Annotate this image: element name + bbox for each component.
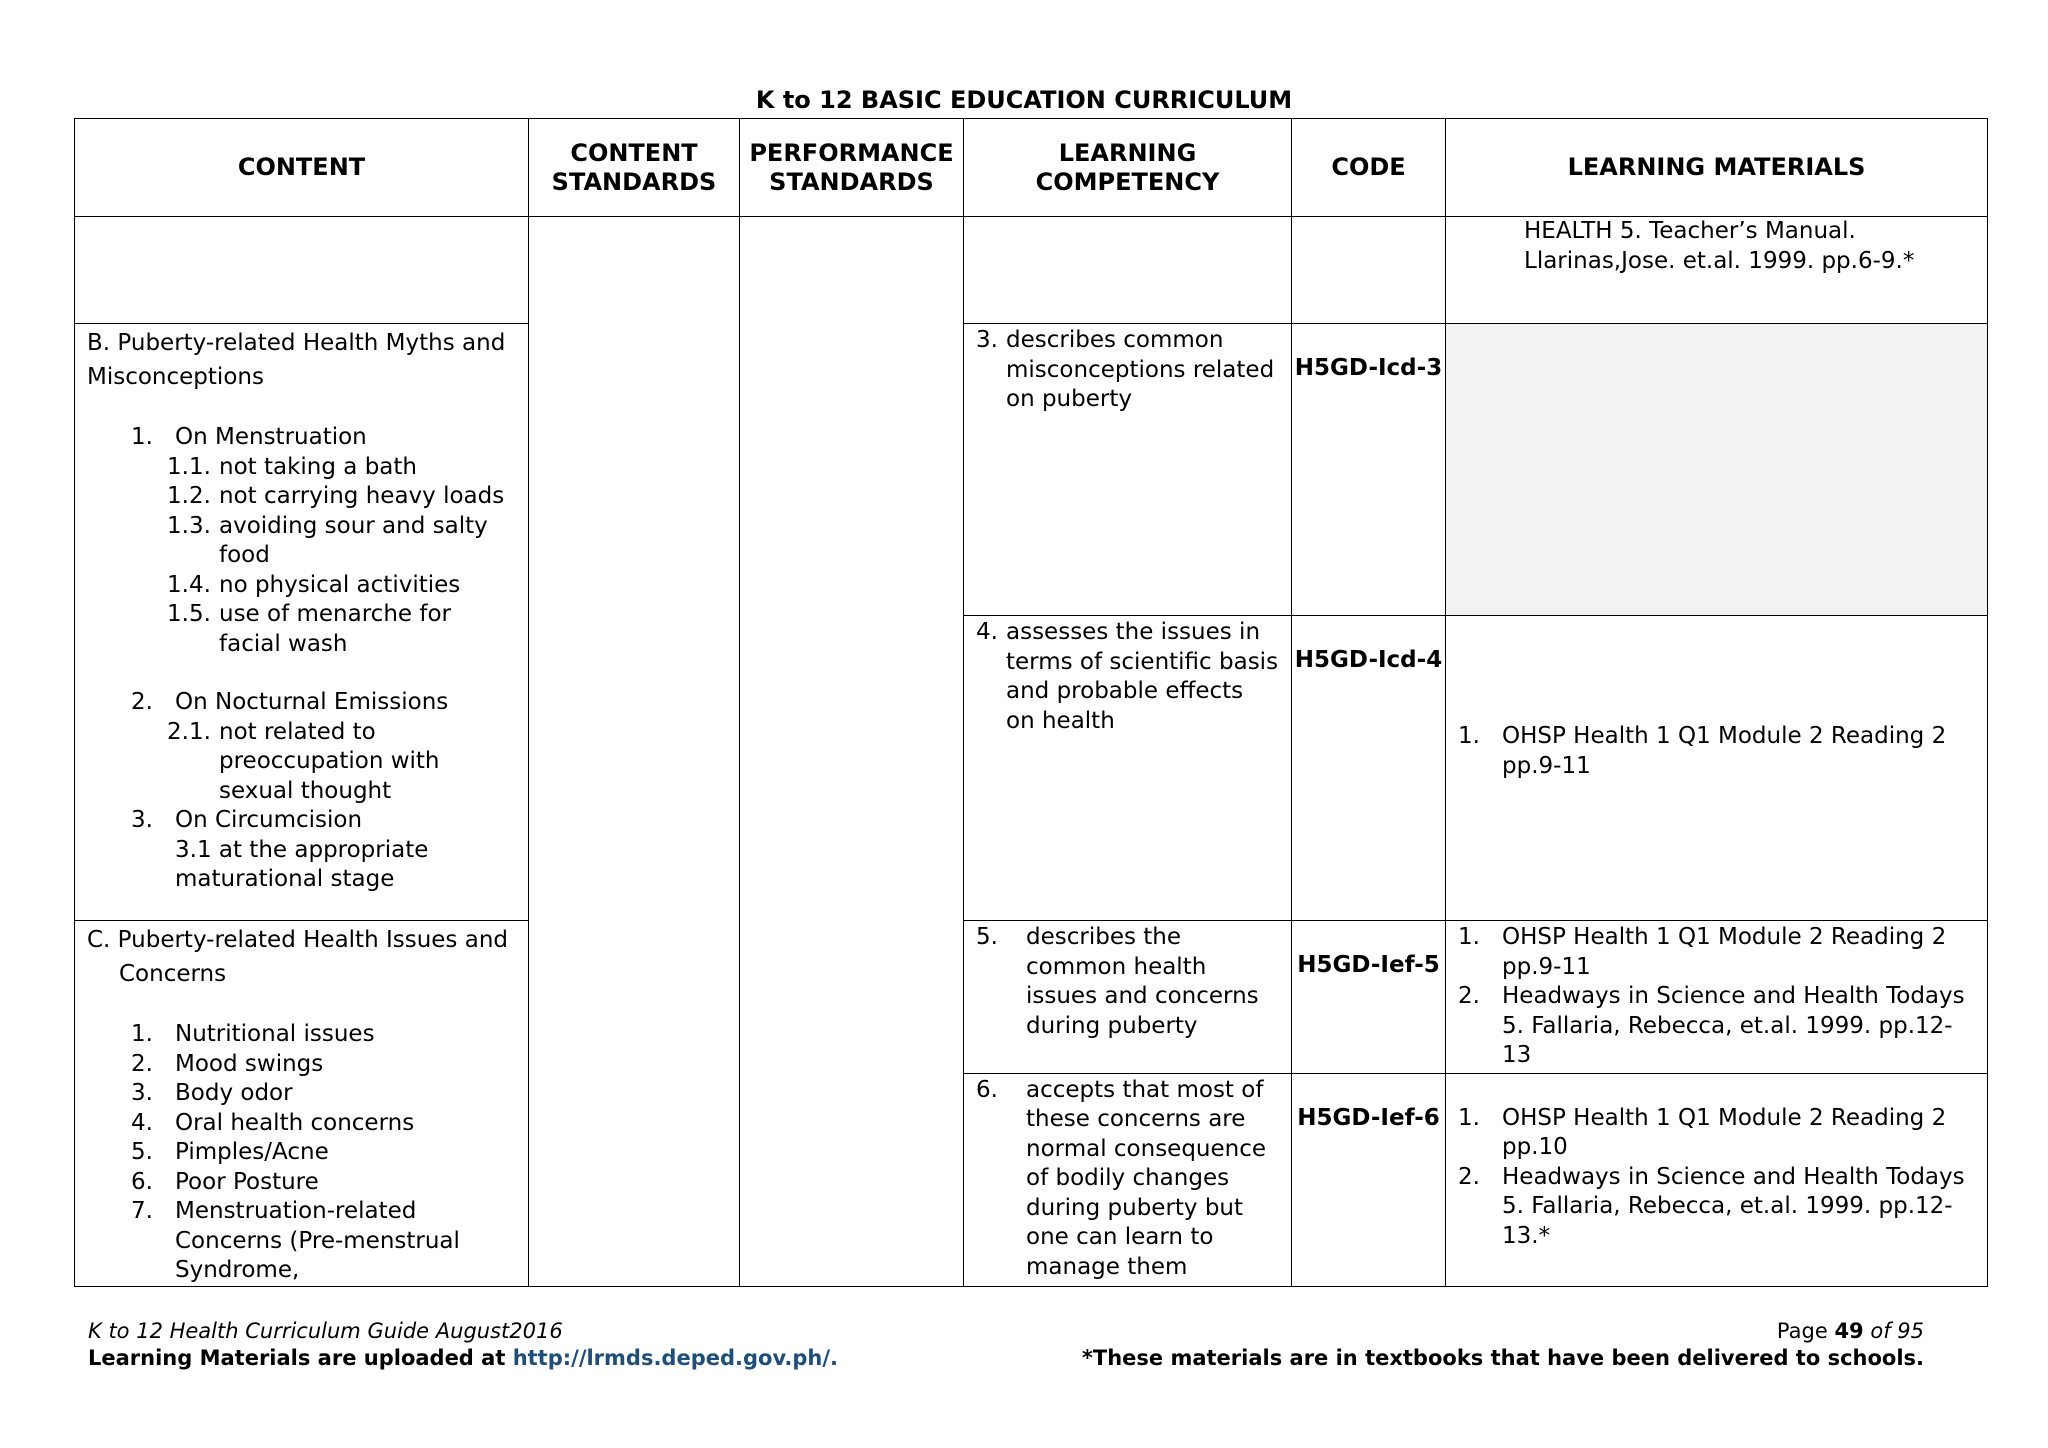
list-item: 4. Oral health concerns bbox=[131, 1109, 415, 1136]
content-cell-section-c bbox=[75, 921, 529, 1287]
list-item: 1.5. use of menarche for facial wash bbox=[167, 601, 451, 657]
list-item: 1. On Menstruation bbox=[131, 424, 367, 450]
competency-text: assesses the issues in terms of scientific basis and probable effects on health bbox=[1006, 619, 1279, 734]
footer-left bbox=[88, 1318, 838, 1372]
section-c-title: C. Puberty-related Health Issues and Concerns bbox=[87, 927, 508, 987]
code-cell bbox=[1292, 921, 1446, 1074]
materials-cell bbox=[1446, 1073, 1988, 1286]
page-title: K to 12 BASIC EDUCATION CURRICULUM bbox=[755, 86, 1293, 114]
material-item: 1. OHSP Health 1 Q1 Module 2 Reading 2 pp.9-11 bbox=[1458, 924, 1947, 980]
competency-cell bbox=[964, 921, 1292, 1074]
list-item: 1.2. not carrying heavy loads bbox=[167, 483, 505, 509]
competency-code: H5GD-Icd-4 bbox=[1294, 647, 1443, 673]
footer-uploaded-note: Learning Materials are uploaded at http://lrmds.deped.gov.ph/. bbox=[88, 1346, 839, 1370]
competency-code: H5GD-Ief-5 bbox=[1297, 952, 1440, 978]
header-row bbox=[75, 119, 1988, 217]
competency-cell bbox=[964, 324, 1292, 616]
competency-cell bbox=[964, 616, 1292, 921]
competency-number: 4. bbox=[976, 619, 998, 645]
footer-right bbox=[1082, 1318, 1924, 1372]
header-learning-materials: LEARNING MATERIALS bbox=[1446, 119, 1988, 217]
list-item: 1. Nutritional issues bbox=[131, 1021, 375, 1047]
material-item: 1. OHSP Health 1 Q1 Module 2 Reading 2 pp.9-11 bbox=[1458, 723, 1947, 779]
code-cell bbox=[1292, 324, 1446, 616]
content-cell bbox=[75, 217, 529, 324]
list-item: 2. Mood swings bbox=[131, 1050, 324, 1077]
materials-line: Llarinas,Jose. et.al. 1999. pp.6-9.* bbox=[1524, 247, 1915, 274]
section-b-title: B. Puberty-related Health Myths and bbox=[87, 330, 506, 356]
competency-text: accepts that most of these concerns are normal consequence of bodily changes during puberty but one can learn to manage them bbox=[1026, 1076, 1267, 1280]
materials-line: HEALTH 5. Teacher’s Manual. bbox=[1524, 218, 1856, 244]
list-item: 1.4. no physical activities bbox=[167, 571, 461, 598]
competency-number: 5. bbox=[976, 924, 998, 950]
competency-text: describes common misconceptions related on puberty bbox=[1006, 327, 1275, 412]
competency-code: H5GD-Icd-3 bbox=[1294, 355, 1443, 381]
header-content: CONTENT bbox=[75, 119, 529, 217]
list-item: 7. Menstruation-related Concerns (Pre-menstrual Syndrome, bbox=[131, 1198, 460, 1283]
list-item: 6. Poor Posture bbox=[131, 1168, 319, 1195]
competency-code: H5GD-Ief-6 bbox=[1297, 1104, 1440, 1131]
material-item: 2. Headways in Science and Health Todays 5. Fallaria, Rebecca, et.al. 1999. pp.12-13.* bbox=[1458, 1163, 1965, 1249]
header-learning-competency: LEARNING COMPETENCY bbox=[964, 119, 1292, 217]
table-row bbox=[75, 217, 1988, 324]
materials-cell-shaded bbox=[1446, 324, 1988, 616]
code-cell bbox=[1292, 1073, 1446, 1286]
code-cell bbox=[1292, 217, 1446, 324]
material-item: 1. OHSP Health 1 Q1 Module 2 Reading 2 pp.10 bbox=[1458, 1104, 1947, 1161]
header-performance-standards: PERFORMANCE STANDARDS bbox=[740, 119, 964, 217]
materials-cell bbox=[1446, 217, 1988, 324]
list-item: 2. On Nocturnal Emissions bbox=[131, 689, 449, 715]
footer-guide-title: K to 12 Health Curriculum Guide August2016 bbox=[88, 1319, 563, 1343]
footer-textbook-note: *These materials are in textbooks that have been delivered to schools. bbox=[1081, 1346, 1924, 1370]
table-row bbox=[75, 324, 1988, 616]
material-item: 2. Headways in Science and Health Todays 5. Fallaria, Rebecca, et.al. 1999. pp.12-13 bbox=[1458, 983, 1965, 1068]
list-item: 2.1. not related to preoccupation with sexual thought bbox=[167, 718, 440, 804]
competency-cell bbox=[964, 1073, 1292, 1286]
code-cell bbox=[1292, 616, 1446, 921]
table-row bbox=[75, 921, 1988, 1074]
page-number: Page 49 of 95 bbox=[1776, 1319, 1924, 1343]
header-content-standards: CONTENT STANDARDS bbox=[529, 119, 740, 217]
competency-number: 3. bbox=[976, 327, 998, 353]
materials-cell bbox=[1446, 616, 1988, 921]
list-item: 3.1 at the appropriate maturational stage bbox=[175, 836, 429, 892]
content-cell-section-b bbox=[75, 324, 529, 921]
performance-standards-cell bbox=[740, 217, 964, 1287]
competency-number: 6. bbox=[976, 1076, 998, 1103]
list-item: 1.1. not taking a bath bbox=[167, 453, 417, 480]
list-item: 1.3. avoiding sour and salty food bbox=[167, 512, 488, 568]
header-code: CODE bbox=[1292, 119, 1446, 217]
section-b-title: Misconceptions bbox=[87, 364, 264, 390]
list-item: 3. Body odor bbox=[131, 1080, 293, 1106]
list-item: 3. On Circumcision bbox=[131, 807, 363, 833]
competency-text: describes the common health issues and concerns during puberty bbox=[1026, 924, 1259, 1039]
curriculum-table bbox=[74, 118, 1988, 1287]
materials-cell bbox=[1446, 921, 1988, 1074]
content-standards-cell bbox=[529, 217, 740, 1287]
list-item: 5. Pimples/Acne bbox=[131, 1139, 329, 1165]
lrmds-link[interactable]: http://lrmds.deped.gov.ph/. bbox=[512, 1346, 839, 1370]
competency-cell bbox=[964, 217, 1292, 324]
